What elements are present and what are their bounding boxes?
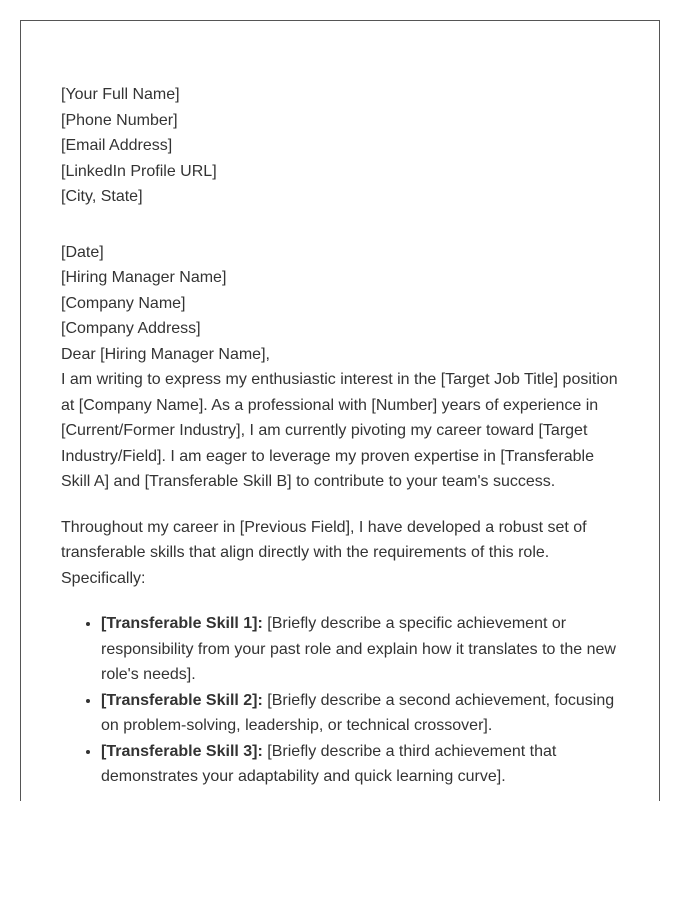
letter-date: [Date] <box>61 243 104 261</box>
skill-item <box>101 611 623 688</box>
skill-name: [Transferable Skill 1]: <box>101 615 263 632</box>
skill-description: [Briefly describe a third achievement that demonstrates your adaptability and quick learning curve]. <box>101 742 557 785</box>
sender-block <box>61 82 623 210</box>
skills-list <box>61 611 623 790</box>
recipient-company-name: [Company Name] <box>61 294 186 312</box>
skills-intro-paragraph: Throughout my career in [Previous Field], I have developed a robust set of transferable skills that align directly with the requirements of this role. Specifically: <box>61 518 587 587</box>
sender-email: [Email Address] <box>61 137 173 154</box>
recipient-company-address: [Company Address] <box>61 320 201 337</box>
sender-city-state: [City, State] <box>61 188 143 205</box>
salutation: Dear [Hiring Manager Name], <box>61 345 270 363</box>
skill-description: [Briefly describe a second achievement, focusing on problem-solving, leadership, or technical crossover]. <box>101 691 615 734</box>
skill-name: [Transferable Skill 3]: <box>101 742 263 760</box>
intro-paragraph: I am writing to express my enthusiastic interest in the [Target Job Title] position at [Company Name]. As a professional with [Number] years of experience in [Current/Former Industry], I am currently pivoting my career toward [Target Industry/Field]. I am eager to leverage my proven expertise in [Transferable Skill A] and [Transferable Skill B] to contribute to your team's success. <box>61 371 618 490</box>
sender-full-name: [Your Full Name] <box>61 86 180 103</box>
cover-letter-page <box>20 20 660 801</box>
cover-letter-body <box>61 82 623 790</box>
spacer <box>61 210 623 240</box>
recipient-hiring-manager: [Hiring Manager Name] <box>61 269 227 286</box>
skill-item <box>101 739 623 790</box>
sender-linkedin: [LinkedIn Profile URL] <box>61 162 217 180</box>
spacer <box>61 591 623 611</box>
recipient-block <box>61 240 623 368</box>
skill-description: [Briefly describe a specific achievement or responsibility from your past role and explain how it translates to the new role's needs]. <box>101 615 616 683</box>
skill-item <box>101 688 623 739</box>
sender-phone: [Phone Number] <box>61 111 178 129</box>
skill-name: [Transferable Skill 2]: <box>101 691 263 709</box>
spacer <box>61 495 623 515</box>
